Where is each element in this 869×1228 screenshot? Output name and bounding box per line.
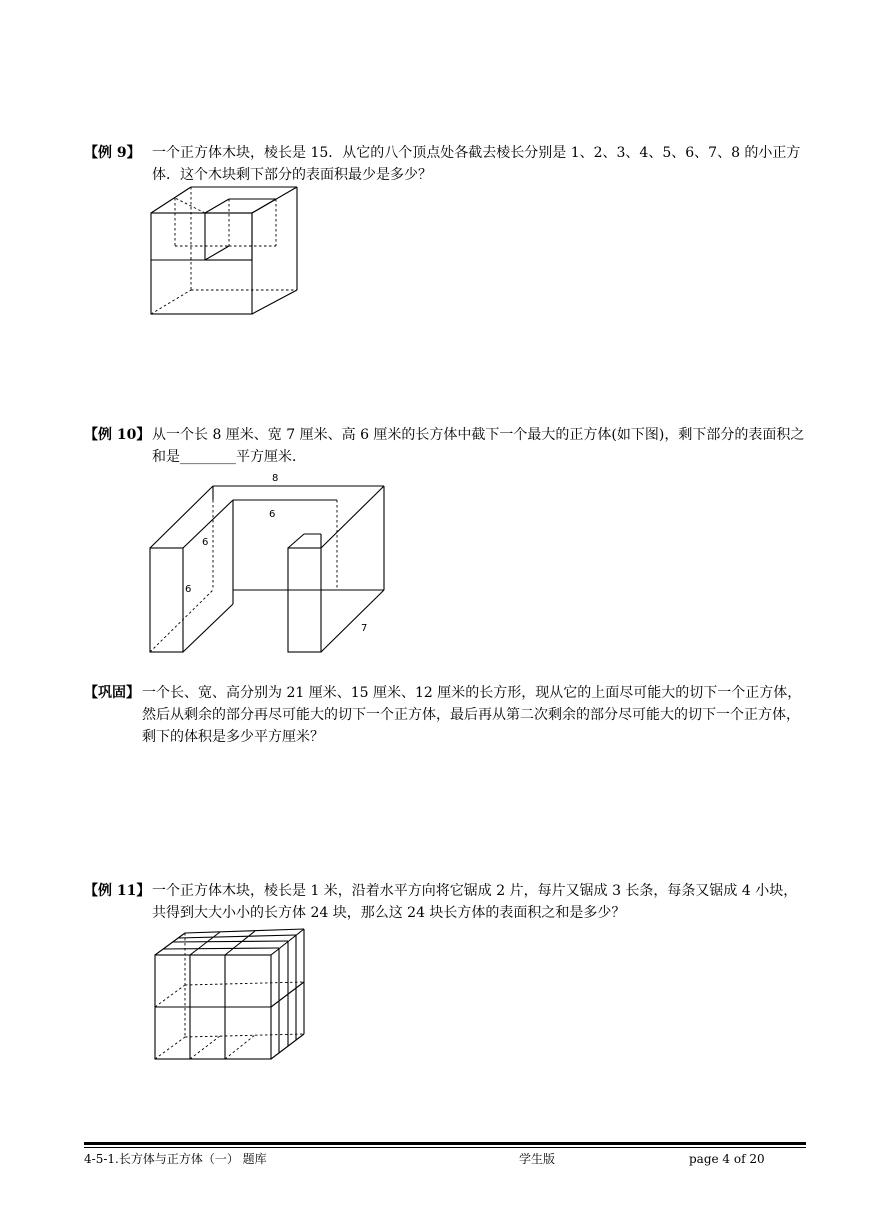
label-inner-top-6: 6 (269, 509, 276, 520)
problem-11-text: 一个正方体木块，棱长是 1 米，沿着水平方向将它锯成 2 片，每片又锯成 3 长条，每条又锯成 4 小块，共得到大大小小的长方体 24 块，那么这 24 块长方体的表面积之和是多少？ (152, 883, 798, 921)
figure-cube-sawn-blocks (148, 924, 312, 1066)
problem-10-text-after: 平方厘米． (236, 449, 306, 465)
label-side-lower-6: 6 (185, 584, 192, 595)
figure-cube-corner-cuts (145, 184, 305, 320)
problem-10-blank: ________ (180, 449, 236, 465)
footer-page-number: page 4 of 20 (689, 1152, 765, 1166)
footer-center: 学生版 (519, 1152, 556, 1166)
footer-rule-thin (84, 1147, 806, 1148)
problem-10-text-before: 从一个长 8 厘米、宽 7 厘米、高 6 厘米的长方体中截下一个最大的正方体(如下图)，剩下部分的表面积之和是 (152, 427, 805, 465)
footer-rule-thick (84, 1142, 806, 1145)
problem-10 (84, 424, 806, 468)
footer-left: 4-5-1.长方体与正方体（一） 题库 (84, 1152, 267, 1166)
label-length-8: 8 (272, 473, 279, 484)
problem-11-tag: 【例 11】 (84, 883, 151, 899)
problem-consolidation (84, 682, 806, 748)
problem-10-text (152, 424, 806, 468)
label-depth-7: 7 (361, 623, 368, 634)
figure-cuboid-cube-removed (145, 468, 395, 660)
problem-9-tag: 【例 9】 (84, 145, 141, 161)
label-side-upper-6: 6 (202, 537, 209, 548)
problem-consolidation-tag: 【巩固】 (84, 685, 140, 701)
problem-9 (84, 142, 806, 186)
problem-11 (84, 880, 806, 924)
problem-9-text: 一个正方体木块，棱长是 15．从它的八个顶点处各截去棱长分别是 1、2、3、4、5、6、7、8 的小正方体．这个木块剩下部分的表面积最少是多少？ (152, 145, 801, 183)
problem-consolidation-text: 一个长、宽、高分别为 21 厘米、15 厘米、12 厘米的长方形，现从它的上面尽可能大的切下一个正方体，然后从剩余的部分再尽可能大的切下一个正方体，最后再从第二次剩余的部分尽可能大的切下一个正方体，剩下的体积是多少平方厘米？ (142, 685, 802, 745)
problem-10-tag: 【例 10】 (84, 427, 151, 443)
